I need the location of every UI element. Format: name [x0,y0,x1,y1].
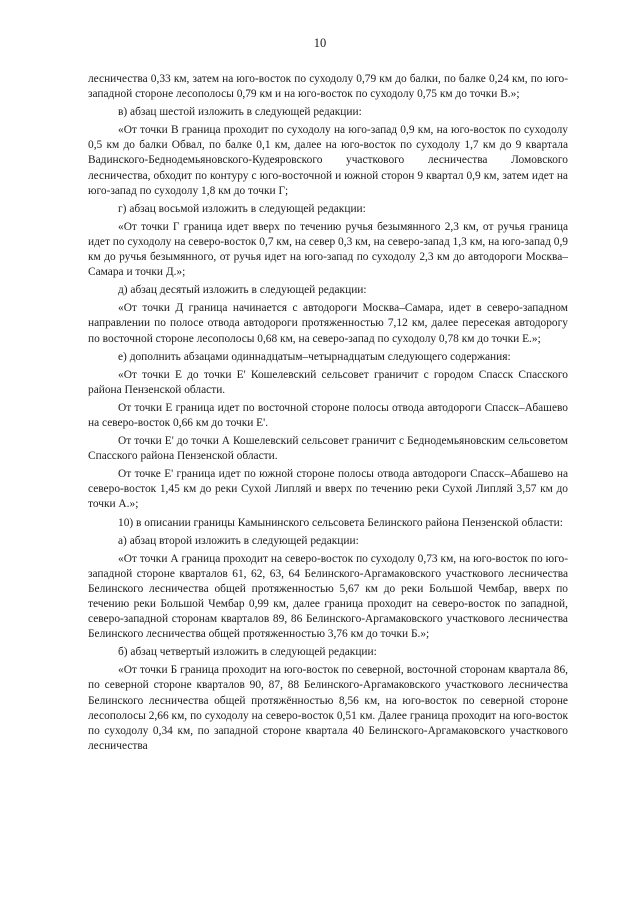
amendment-instruction: д) абзац десятый изложить в следующей редакции: [118,284,367,297]
amendment-instruction: г) абзац восьмой изложить в следующей редакции: [118,202,366,215]
paragraph: «От точки Е до точки Е' Кошелевский сельсовет граничит с городом Спасск Спасского района Пензенской области. [88,368,568,396]
amendment-instruction: а) абзац второй изложить в следующей редакции: [118,534,359,547]
amendment-instruction: б) абзац четвертый изложить в следующей редакции: [118,646,377,659]
paragraph: «От точки Г граница идет вверх по течению ручья безымянного 2,3 км, от ручья граница идет по суходолу на северо-восток 0,7 км, на север 0,3 км, на северо-запад 1,3 км, на юго-запад 0,9 км до ручья безымянного, от ручья идет на юго-запад по суходолу 2,3 км до автодороги Москва–Самара и точки Д.»; [88,220,568,279]
paragraph: «От точки А граница проходит на северо-восток по суходолу 0,73 км, на юго-восток по юго-западной стороне кварталов 61, 62, 63, 64 Белинского-Аргамаковского участкового лесничества Белинского лесничества общей протяженностью 5,67 км до реки Большой Чембар, вверх по течению реки Большой Чембар 0,99 км, далее граница проходит на северо-восток по западной, северо-западной сторонам кварталов 89, 86 Белинского-Аргамаковского участкового лесничества Белинского лесничества общей протяженностью 3,76 км до точки Б.»; [88,552,568,641]
amendment-instruction: 10) в описании границы Камынинского сельсовета Белинского района Пензенской области: [118,516,563,529]
paragraph: От точке Е' граница идет по южной стороне полосы отвода автодороги Спасск–Абашево на северо-восток 1,45 км до реки Сухой Липляй и вверх по течению реки Сухой Липляй 3,57 км до точки А.»; [88,468,568,511]
paragraph: От точки Е' до точки А Кошелевский сельсовет граничит с Беднодемьяновским сельсоветом Спасского района Пензенской области. [88,435,568,463]
amendment-instruction: в) абзац шестой изложить в следующей редакции: [118,106,362,119]
page-number: 10 [313,36,327,50]
paragraph: лесничества 0,33 км, затем на юго-восток по суходолу 0,79 км до балки, по балке 0,24 км, по юго-западной стороне лесополосы 0,79 км и на юго-восток по суходолу 0,75 км до точки В.»; [88,73,568,101]
paragraph: От точки Е граница идет по восточной стороне полосы отвода автодороги Спасск–Абашево на северо-восток 0,66 км до точки Е'. [88,401,568,429]
paragraph: «От точки В граница проходит по суходолу на юго-запад 0,9 км, на юго-восток по суходолу 0,5 км до балки Обвал, по балке 0,1 км, далее на юго-восток по суходолу 1,7 км до 9 квартала Вадинского-Беднодемьяновского-Кудеяровского участкового лесничества Ломовского лесничества, обходит по контуру с юго-восточной и южной сторон 9 квартал 0,9 км, затем идет на юго-запад по суходолу 1,8 км до точки Г; [88,124,568,197]
amendment-instruction: е) дополнить абзацами одиннадцатым–четырнадцатым следующего содержания: [118,350,511,363]
document-body [88,72,568,757]
paragraph: «От точки Б граница проходит на юго-восток по северной, восточной сторонам квартала 86, по северной стороне кварталов 90, 87, 88 Белинского-Аргамаковского участкового лесничества Белинского лесничества общей протяжённостью 8,56 км, на юго-восток по северной стороне лесополосы 2,66 км, по суходолу на северо-восток 0,51 км. Далее граница проходит на юго-восток по суходолу 0,34 км, по западной стороне квартала 40 Белинского-Аргамаковского участкового лесничества [88,664,568,752]
paragraph: «От точки Д граница начинается с автодороги Москва–Самара, идет в северо-западном направлении по полосе отвода автодороги протяженностью 7,12 км, далее пересекая автодорогу по восточной стороне лесополосы 0,68 км, на северо-запад по суходолу 0,78 км до точки Е.»; [88,302,568,345]
